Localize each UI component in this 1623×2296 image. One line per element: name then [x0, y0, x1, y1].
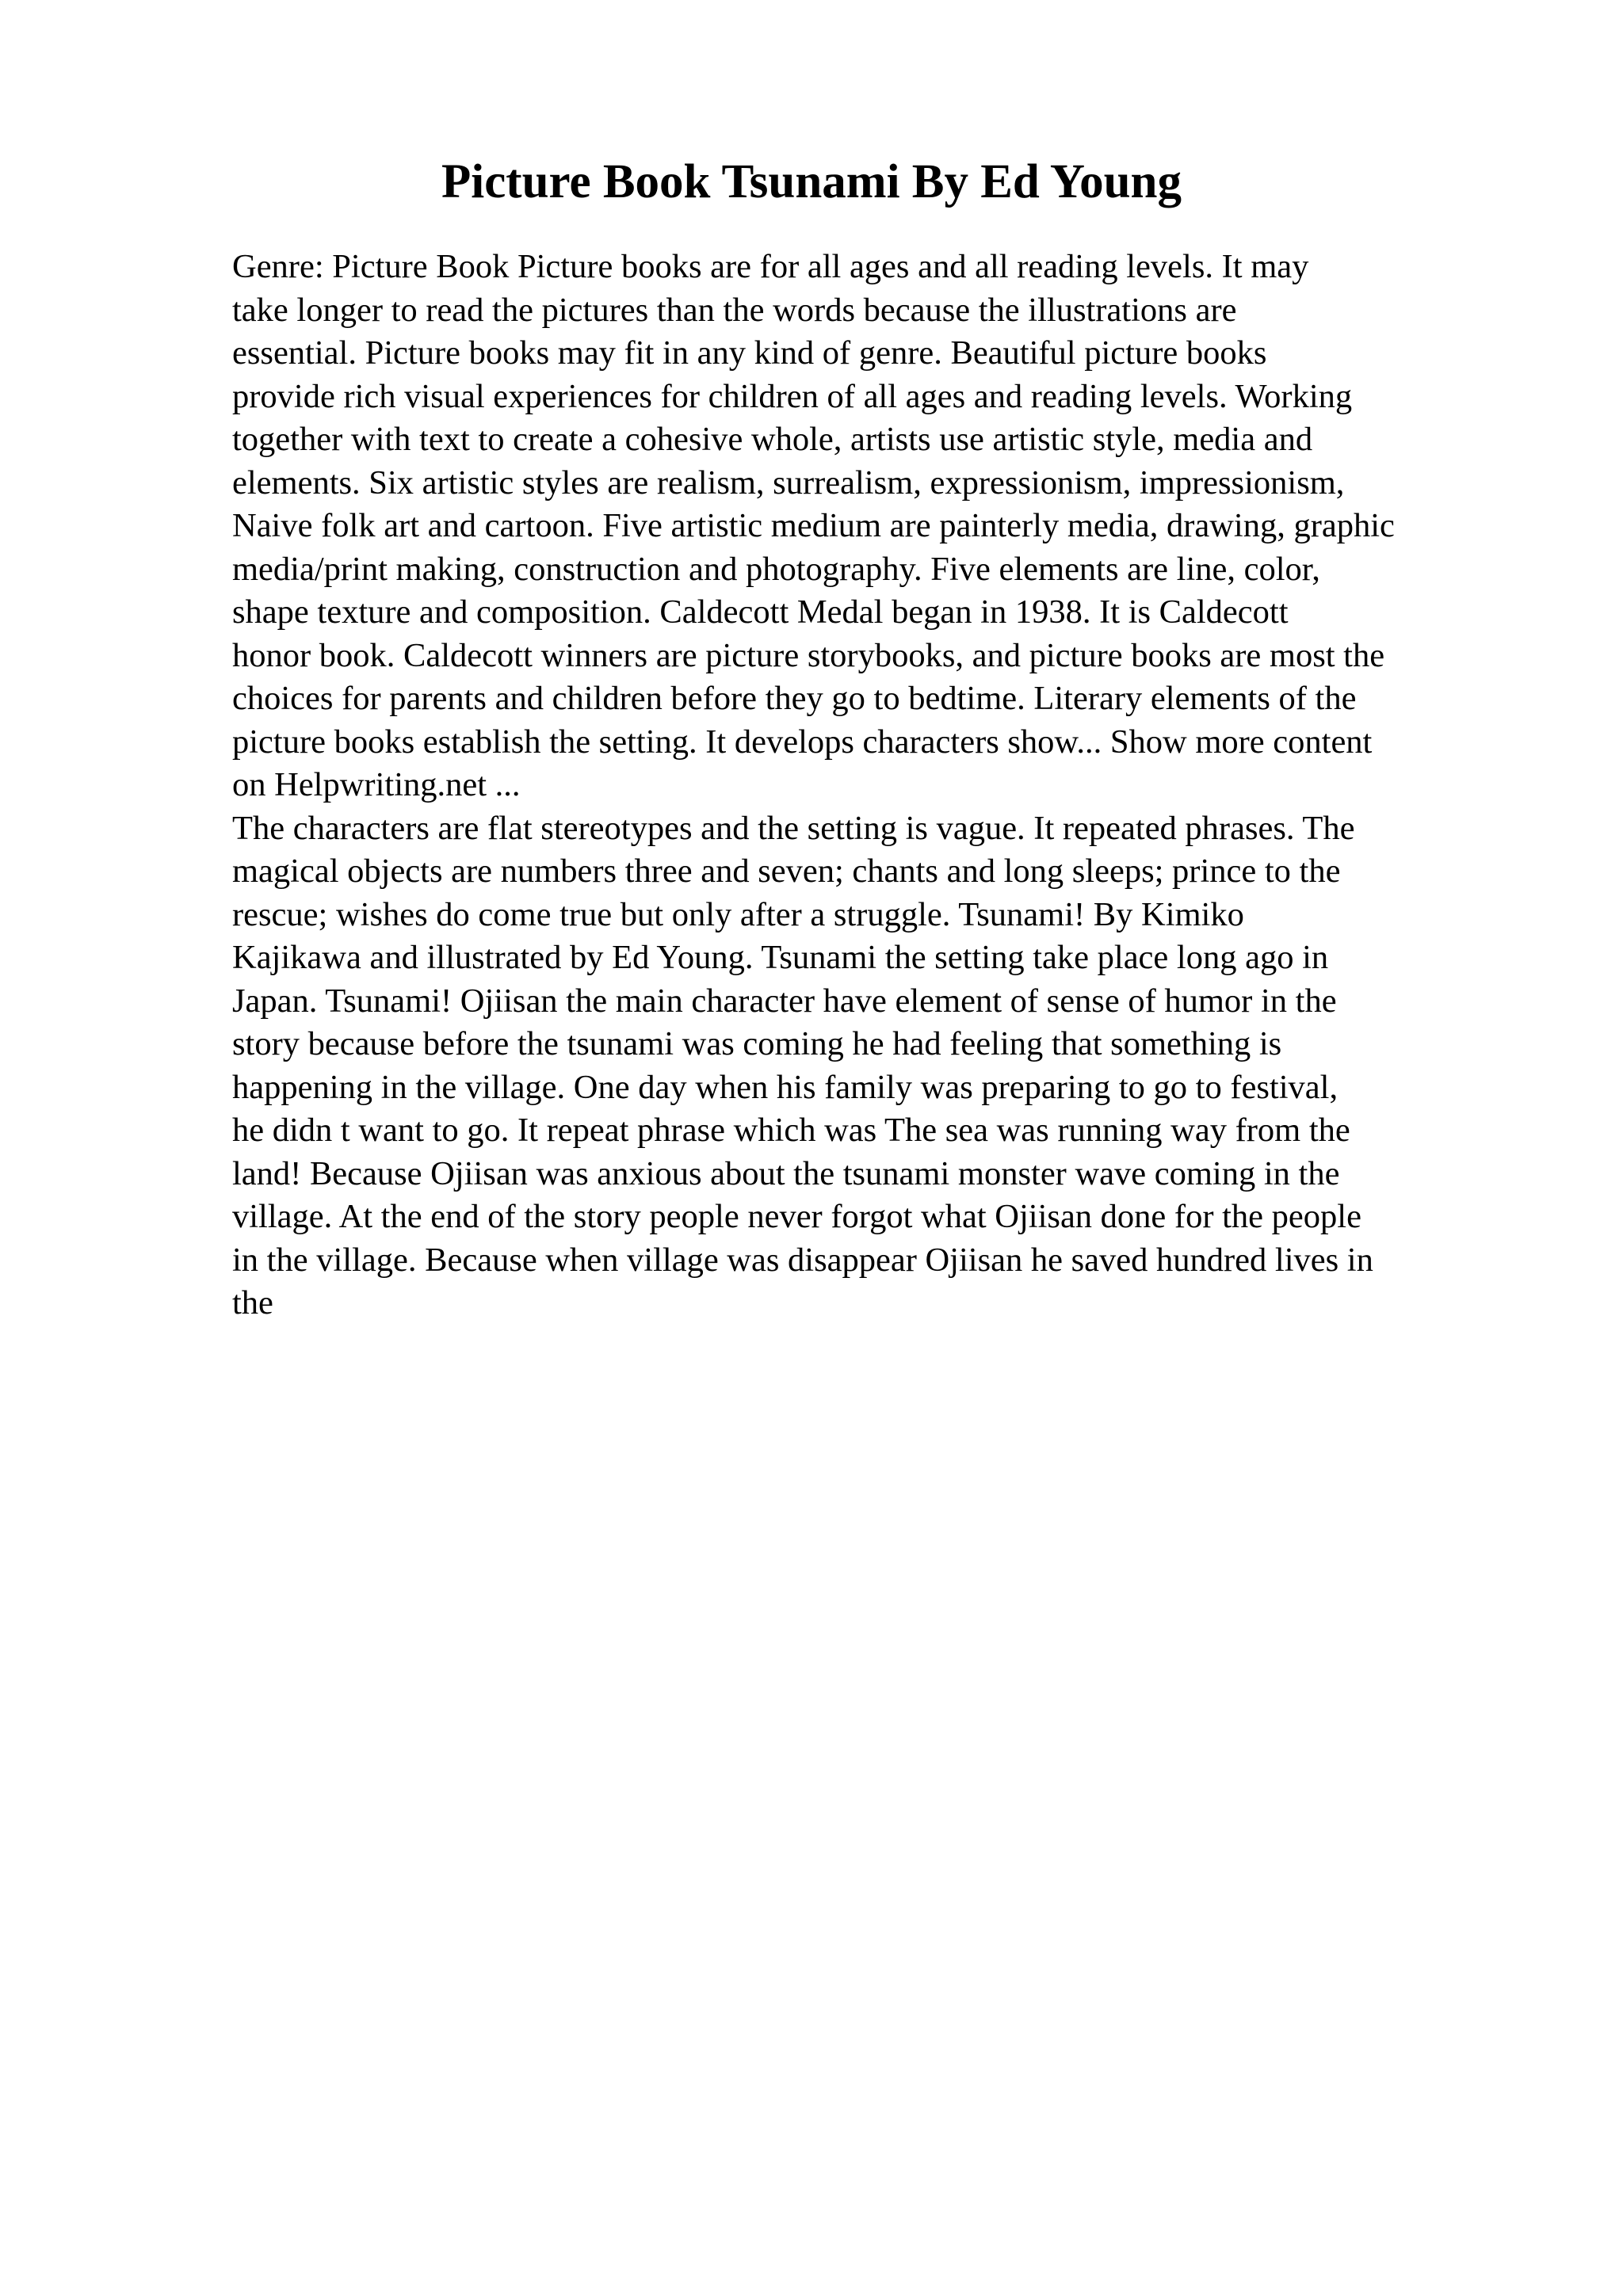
body-line: media/print making, construction and photography. Five elements are line, color,: [232, 550, 1320, 588]
body-line: The characters are flat stereotypes and the setting is vague. It repeated phrases. The: [232, 809, 1355, 847]
body-line: take longer to read the pictures than the words because the illustrations are: [232, 291, 1237, 329]
body-line: Genre: Picture Book Picture books are for all ages and all reading levels. It may: [232, 248, 1309, 285]
body-line: story because before the tsunami was coming he had feeling that something is: [232, 1025, 1282, 1062]
body-line: village. At the end of the story people never forgot what Ojiisan done for the people: [232, 1198, 1361, 1235]
page-title: Picture Book Tsunami By Ed Young: [441, 155, 1182, 208]
body-line: choices for parents and children before they go to bedtime. Literary elements of the: [232, 680, 1357, 717]
body-line: Naive folk art and cartoon. Five artistic medium are painterly media, drawing, graphic: [232, 507, 1395, 544]
body-line: Japan. Tsunami! Ojiisan the main character have element of sense of humor in the: [232, 982, 1337, 1020]
body-line: land! Because Ojiisan was anxious about the tsunami monster wave coming in the: [232, 1154, 1340, 1192]
body-line: the: [232, 1284, 273, 1322]
document-body: [232, 246, 1516, 1325]
body-line: he didn t want to go. It repeat phrase which was The sea was running way from the: [232, 1112, 1350, 1149]
body-line: happening in the village. One day when his family was preparing to go to festival,: [232, 1068, 1338, 1106]
body-line: essential. Picture books may fit in any kind of genre. Beautiful picture books: [232, 334, 1267, 372]
body-line: Kajikawa and illustrated by Ed Young. Tsunami the setting take place long ago in: [232, 939, 1329, 976]
body-line: picture books establish the setting. It develops characters show... Show more content: [232, 723, 1373, 761]
body-line: together with text to create a cohesive whole, artists use artistic style, media and: [232, 421, 1313, 458]
body-line: magical objects are numbers three and seven; chants and long sleeps; prince to the: [232, 852, 1341, 890]
body-line: honor book. Caldecott winners are picture storybooks, and picture books are most the: [232, 636, 1385, 674]
body-line: rescue; wishes do come true but only after a struggle. Tsunami! By Kimiko: [232, 895, 1244, 933]
body-line: shape texture and composition. Caldecott Medal began in 1938. It is Caldecott: [232, 593, 1289, 631]
body-line: elements. Six artistic styles are realism, surrealism, expressionism, impressionism,: [232, 463, 1345, 502]
body-line: in the village. Because when village was disappear Ojiisan he saved hundred lives in: [232, 1241, 1373, 1279]
body-line: on Helpwriting.net ...: [232, 766, 521, 803]
body-line: provide rich visual experiences for children of all ages and reading levels. Working: [232, 377, 1353, 415]
